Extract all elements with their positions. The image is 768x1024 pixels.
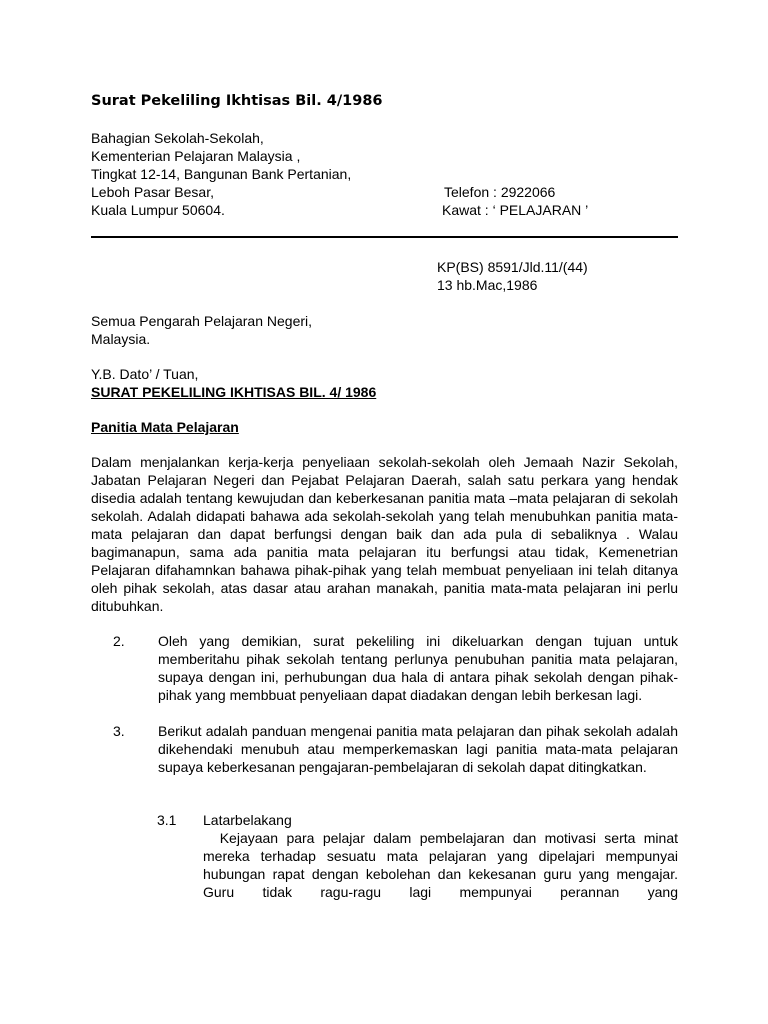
- numbered-paragraph: [91, 722, 678, 794]
- subject-heading: SURAT PEKELILING IKHTISAS BIL. 4/ 1986: [91, 384, 377, 400]
- paragraph-text: Oleh yang demikian, surat pekeliling ini dikeluarkan dengan tujuan untuk memberitahu pihak sekolah tentang perlunya penubuhan panitia mata pelajaran, supaya dengan ini, perhubungan dua hala di antara pihak sekolah dengan pihak-pihak yang membbuat penyeliaan dapat diadakan dengan lebih berkesan lagi.: [158, 633, 678, 703]
- recipient-block: [91, 312, 312, 348]
- address-line: Tingkat 12-14, Bangunan Bank Pertanian,: [91, 166, 352, 182]
- numbered-paragraph: [91, 632, 678, 722]
- subject-title: Panitia Mata Pelajaran: [91, 419, 239, 435]
- recipient-line: Semua Pengarah Pelajaran Negeri,: [91, 313, 313, 329]
- paragraph-number: 2.: [113, 633, 125, 649]
- section-number: 3.1: [157, 812, 177, 828]
- address-line: Kementerian Pelajaran Malaysia ,: [91, 148, 301, 164]
- address-line: Kuala Lumpur 50604.: [91, 202, 225, 218]
- kawat-address: Kawat : ‘ PELAJARAN ’: [442, 202, 589, 218]
- salutation: Y.B. Dato’ / Tuan,: [91, 366, 199, 382]
- sender-address: [91, 129, 691, 219]
- document-title: Surat Pekeliling Ikhtisas Bil. 4/1986: [91, 93, 383, 109]
- address-line: Bahagian Sekolah-Sekolah,: [91, 130, 264, 146]
- paragraph-1: Dalam menjalankan kerja-kerja penyeliaan sekolah-sekolah oleh Jemaah Nazir Sekolah, Jabatan Pelajaran Negeri dan Pejabat Pelajaran Daerah, salah satu perkara yang hendak disedia adalah tentang kewujudan dan keberkesanan panitia mata –mata pelajaran di sekolah sekolah. Adalah didapati bahawa ada sekolah-sekolah yang telah menubuhkan panitia mata-mata pelajaran dan dapat berfungsi dengan baik dan ada pula di sebaliknya . Walau bagimanapun, sama ada panitia mata pelajaran itu berfungsi atau tidak, Kemenetrian Pelajaran difahamnkan bahawa pihak-pihak yang telah membuat penyeliaan ini telah ditanya oleh pihak sekolah, atas dasar atau arahan manakah, panitia mata-mata pelajaran ini perlu ditubuhkan.: [91, 454, 678, 614]
- paragraph-number: 3.: [113, 723, 125, 739]
- recipient-line: Malaysia.: [91, 331, 151, 347]
- telefon-number: Telefon : 2922066: [444, 184, 556, 200]
- paragraph-text: Berikut adalah panduan mengenai panitia mata pelajaran dan pihak sekolah adalah dikehendaki menubuh atau memperkemaskan lagi panitia mata-mata pelajaran supaya keberkesanan pengajaran-pembelajaran di sekolah dapat ditingkatkan.: [158, 723, 678, 775]
- salutation-block: [91, 365, 376, 401]
- address-line-with-kawat: [91, 201, 691, 219]
- reference-number: KP(BS) 8591/Jld.11/(44): [437, 259, 588, 275]
- section-title: Latarbelakang: [203, 812, 292, 828]
- letter-date: 13 hb.Mac,1986: [437, 277, 538, 293]
- reference-block: [437, 258, 588, 294]
- address-line: Leboh Pasar Besar,: [91, 184, 214, 200]
- section-text: Kejayaan para pelajar dalam pembelajaran dan motivasi serta minat mereka terhadap sesuatu mata pelajaran yang dipelajari mempunyai hubungan rapat dengan kebolehan dan kekesanan guru yang mengajar. Guru tidak ragu-ragu lagi mempunyai perannan yang: [203, 830, 686, 900]
- header-divider: [91, 236, 678, 238]
- address-line-with-phone: [91, 183, 691, 201]
